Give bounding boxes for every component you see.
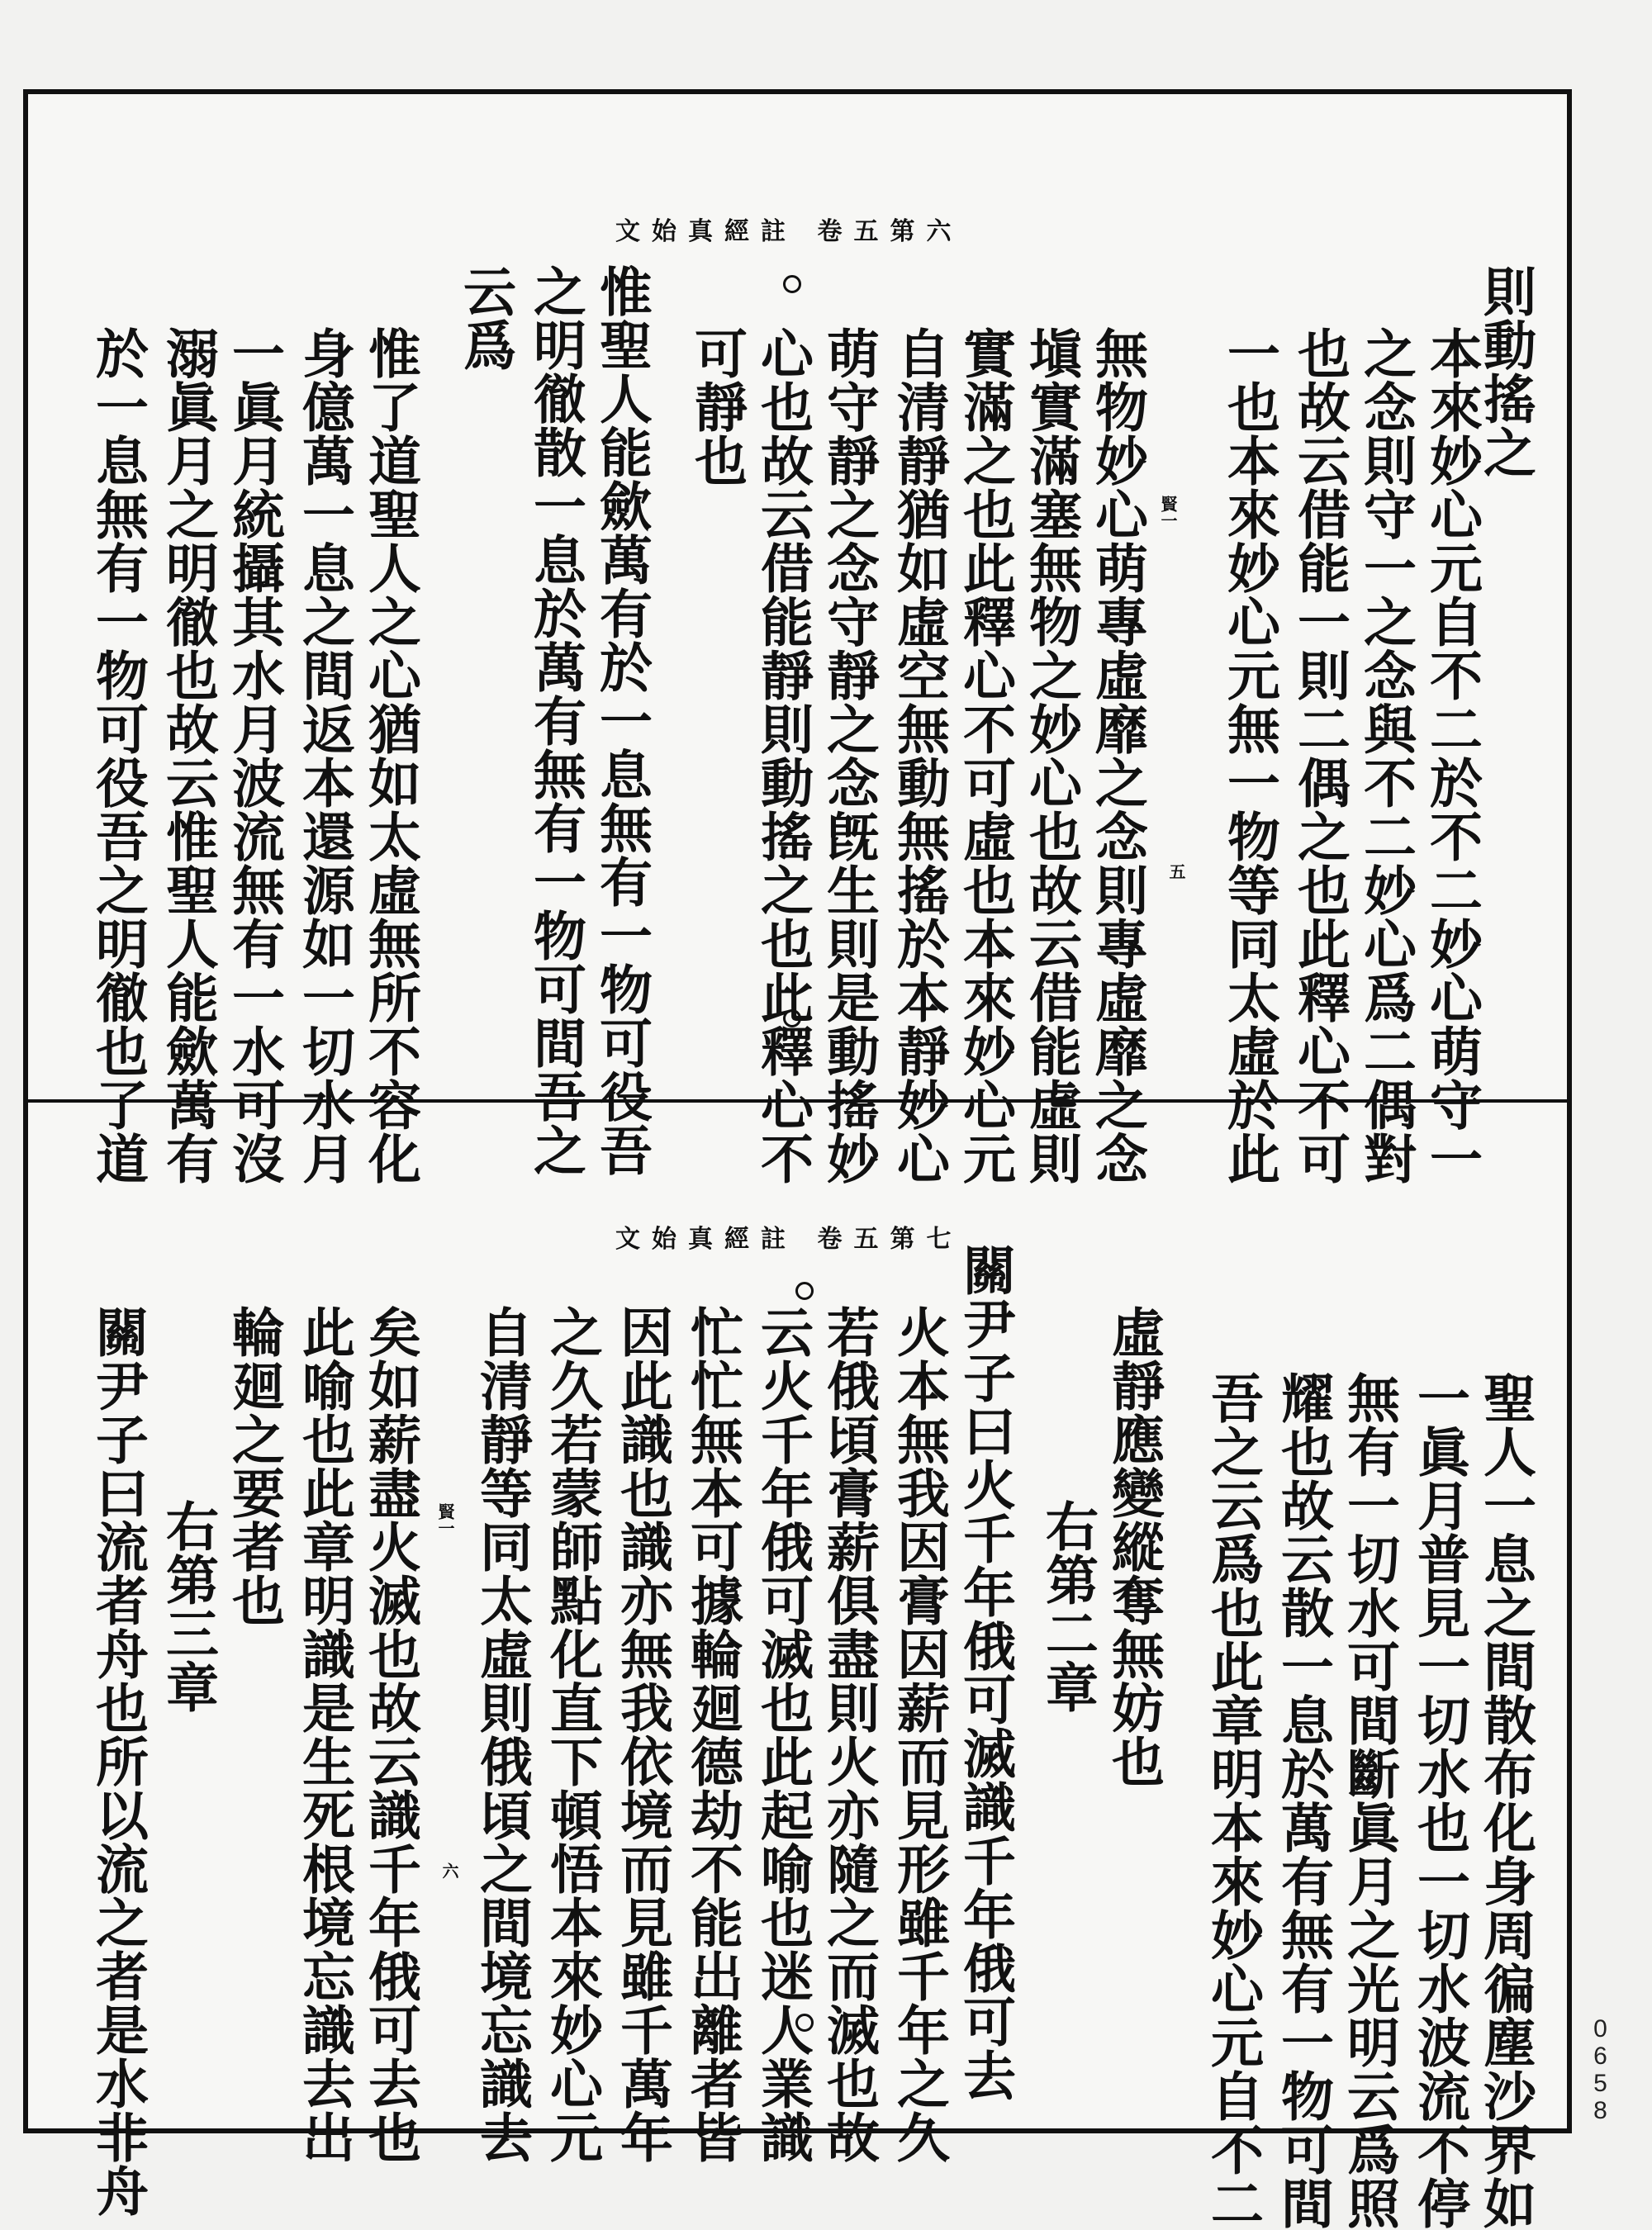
bottom-col-10: 若俄頃膏薪俱盡則火亦隨之而滅也故 [818,1305,880,2164]
bottom-col-20: 關尹子曰流者舟也所以流之者是水非舟 [87,1305,149,2218]
top-fold-number: 五 [1166,863,1186,880]
top-col-20: 於一息無有一物可役吾之明徹也了道 [87,326,149,1185]
top-col-10: 萌守靜之念守靜之念旣生則是動搖妙 [818,326,880,1185]
bottom-fold-number: 六 [439,1862,459,1879]
bottom-punct-circle-2 [795,2014,814,2032]
bottom-col-9: 火本無我因膏因薪而見形雖千年之久 [888,1305,950,2164]
bottom-col-17: 此喻也此章明識是生死根境忘識去出 [293,1305,355,2164]
top-margin-mark: 賢一 [1158,496,1178,529]
top-col-3: 之念則守一之念與不二妙心爲二偶對 [1355,326,1417,1185]
bottom-col-14: 之久若蒙師點化直下頓悟本來妙心元 [541,1305,603,2164]
bottom-page-header: 文始真經註 卷五第七 [615,1225,963,1254]
bottom-margin-mark: 賢一 [435,1503,455,1536]
top-col-1: 則動搖之 [1474,264,1536,479]
bottom-col-3: 無有一切水可間斷眞月之光明云爲照 [1338,1371,1400,2230]
top-col-17: 身億萬一息之間返本還源如一切水月 [293,326,355,1185]
bottom-col-7: 右第二章 [1037,1499,1099,1714]
top-col-4: 也故云借能一則二偶之也此釋心不可 [1289,326,1351,1185]
top-col-9: 自清靜猶如虛空無動無搖於本靜妙心 [888,326,950,1185]
bottom-punct-circle-1 [795,1282,814,1300]
bottom-col-8: 關尹子曰火千年俄可滅識千年俄可去 [954,1243,1016,2102]
top-col-16: 惟了道聖人之心猶如太虛無所不容化 [359,326,421,1185]
top-col-18: 一眞月統攝其水月波流無有一水可沒 [223,326,285,1185]
bottom-col-2: 一眞月普見一切水也一切水波流不停 [1408,1371,1470,2230]
top-col-2: 本來妙心元自不二於不二妙心萌守一 [1421,326,1483,1185]
top-col-5: 一也本來妙心元無一物等同太虛於此 [1218,326,1280,1185]
bottom-col-1: 聖人一息之間散布化身周徧塵沙界如 [1474,1371,1536,2230]
bottom-col-4: 耀也故云散一息於萬有無有一物可間 [1272,1371,1334,2230]
top-col-13: 惟聖人能歛萬有於一息無有一物可役吾 [591,264,653,1177]
top-col-19: 溺眞月之明徹也故云惟聖人能歛萬有 [157,326,219,1185]
bottom-col-15: 自清靜等同太虛則俄頃之間境忘識去 [471,1305,533,2164]
bottom-col-18: 輪廻之要者也 [223,1305,285,1627]
top-col-12: 可靜也 [686,326,748,487]
top-punct-circle-1 [783,275,801,293]
bottom-col-12: 忙忙無本可據輪廻德劫不能出離者皆 [681,1305,743,2164]
bottom-col-13: 因此識也識亦無我依境而見雖千萬年 [611,1305,673,2164]
top-col-7: 塡實滿塞無物之妙心也故云借能虛則 [1020,326,1082,1185]
top-col-8: 實滿之也此釋心不可虛也本來妙心元 [954,326,1016,1185]
bottom-col-11: 云火千年俄可滅也此起喻也迷人業識 [752,1305,814,2164]
bottom-col-19: 右第三章 [157,1499,219,1714]
page-number: 0658 [1587,2015,1614,2124]
bottom-col-5: 吾之云爲也此章明本來妙心元自不二 [1202,1371,1264,2230]
top-punct-circle-2 [783,1009,801,1027]
top-col-6: 無物妙心萌專虛靡之念則專虛靡之念 [1086,326,1148,1185]
top-col-11: 心也故云借能靜則動搖之也此釋心不 [752,326,814,1185]
top-page-header: 文始真經註 卷五第六 [615,217,963,246]
bottom-col-16: 矣如薪盡火滅也故云識千年俄可去也 [359,1305,421,2164]
top-col-15: 云爲 [454,264,516,372]
bottom-col-6: 虛靜應變縱奪無妨也 [1103,1305,1165,1788]
top-col-14: 之明徹散一息於萬有無有一物可間吾之 [525,264,586,1177]
